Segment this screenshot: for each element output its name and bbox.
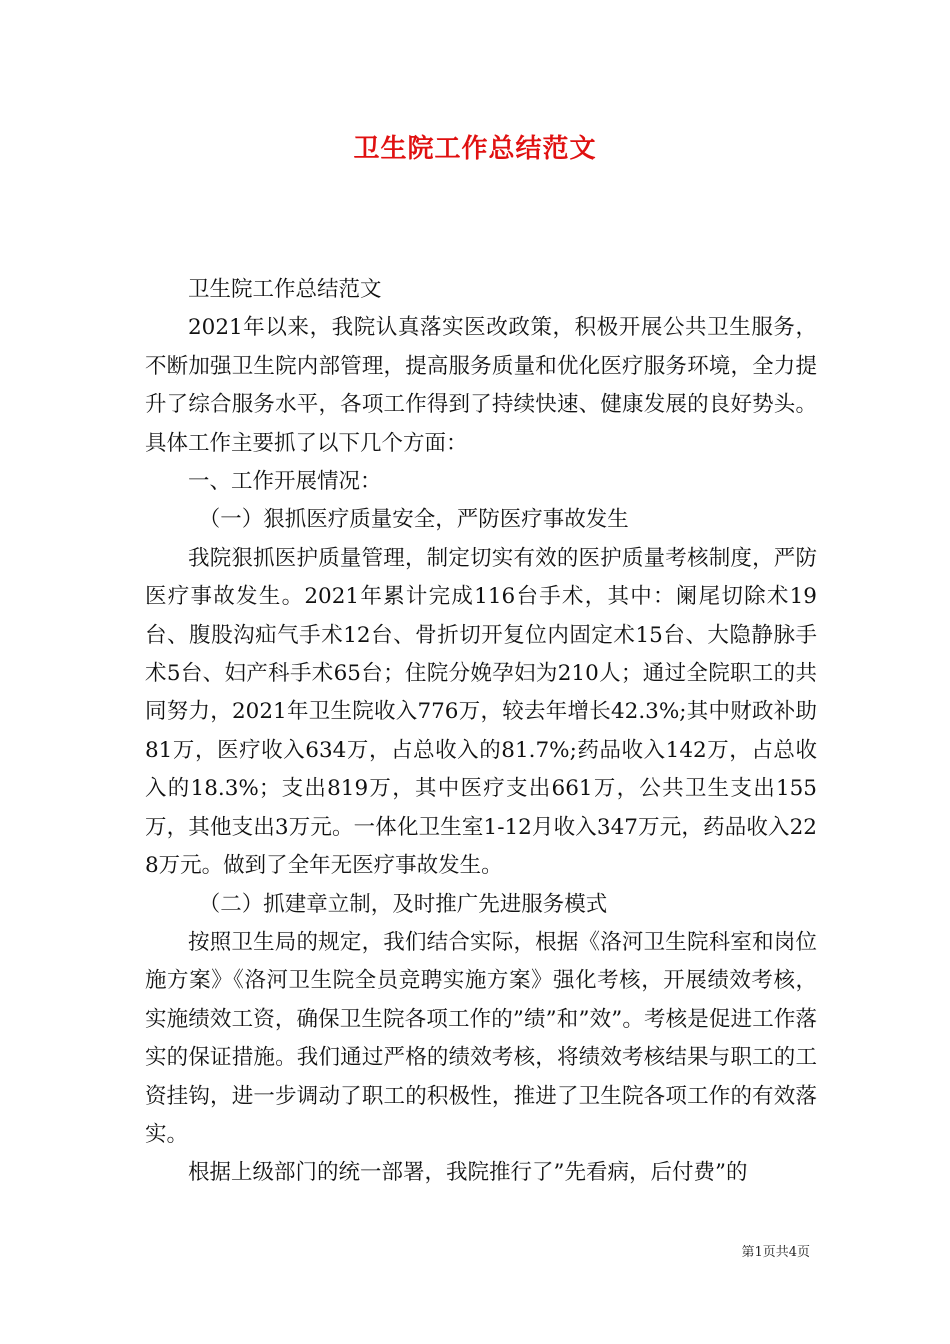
intro-paragraph: 2021年以来，我院认真落实医改政策，积极开展公共卫生服务，不断加强卫生院内部管理，提高服务质量和优化医疗服务环境，全力提升了综合服务水平，各项工作得到了持续快速、健康发展的良好势头。具体工作主要抓了以下几个方面： xyxy=(145,315,817,456)
body-heading: 卫生院工作总结范文 xyxy=(188,277,382,302)
document-title: 卫生院工作总结范文 xyxy=(353,134,597,164)
section-heading-work: 一、工作开展情况： xyxy=(188,469,382,495)
service-model-paragraph: 根据上级部门的统一部署，我院推行了”先看病，后付费”的 xyxy=(188,1160,748,1186)
subsection-heading-rules: （二）抓建章立制，及时推广先进服务模式 xyxy=(198,891,608,917)
page-number: 第1页共4页 xyxy=(741,1245,810,1260)
subsection-heading-quality: （一）狠抓医疗质量安全，严防医疗事故发生 xyxy=(198,507,629,533)
document-body xyxy=(145,271,817,1193)
quality-paragraph: 我院狠抓医护质量管理，制定切实有效的医护质量考核制度，严防医疗事故发生。2021年累计完成116台手术，其中：阑尾切除术19台、腹股沟疝气手术12台、骨折切开复位内固定术15台、大隐静脉手术5台、妇产科手术65台；住院分娩孕妇为210人；通过全院职工的共同努力，2021年卫生院收入776万，较去年增长42.3%;其中财政补助81万，医疗收入634万，占总收入的81.7%;药品收入142万，占总收入的18.3%；支出819万，其中医疗支出661万，公共卫生支出155万，其他支出3万元。一体化卫生室1-12月收入347万元，药品收入228万元。做到了全年无医疗事故发生。 xyxy=(145,545,817,879)
rules-paragraph: 按照卫生局的规定，我们结合实际，根据《洛河卫生院科室和岗位施方案》《洛河卫生院全员竞聘实施方案》强化考核，开展绩效考核，实施绩效工资，确保卫生院各项工作的”绩”和”效”。考核是促进工作落实的保证措施。我们通过严格的绩效考核，将绩效考核结果与职工的工资挂钩，进一步调动了职工的积极性，推进了卫生院各项工作的有效落实。 xyxy=(145,929,817,1147)
